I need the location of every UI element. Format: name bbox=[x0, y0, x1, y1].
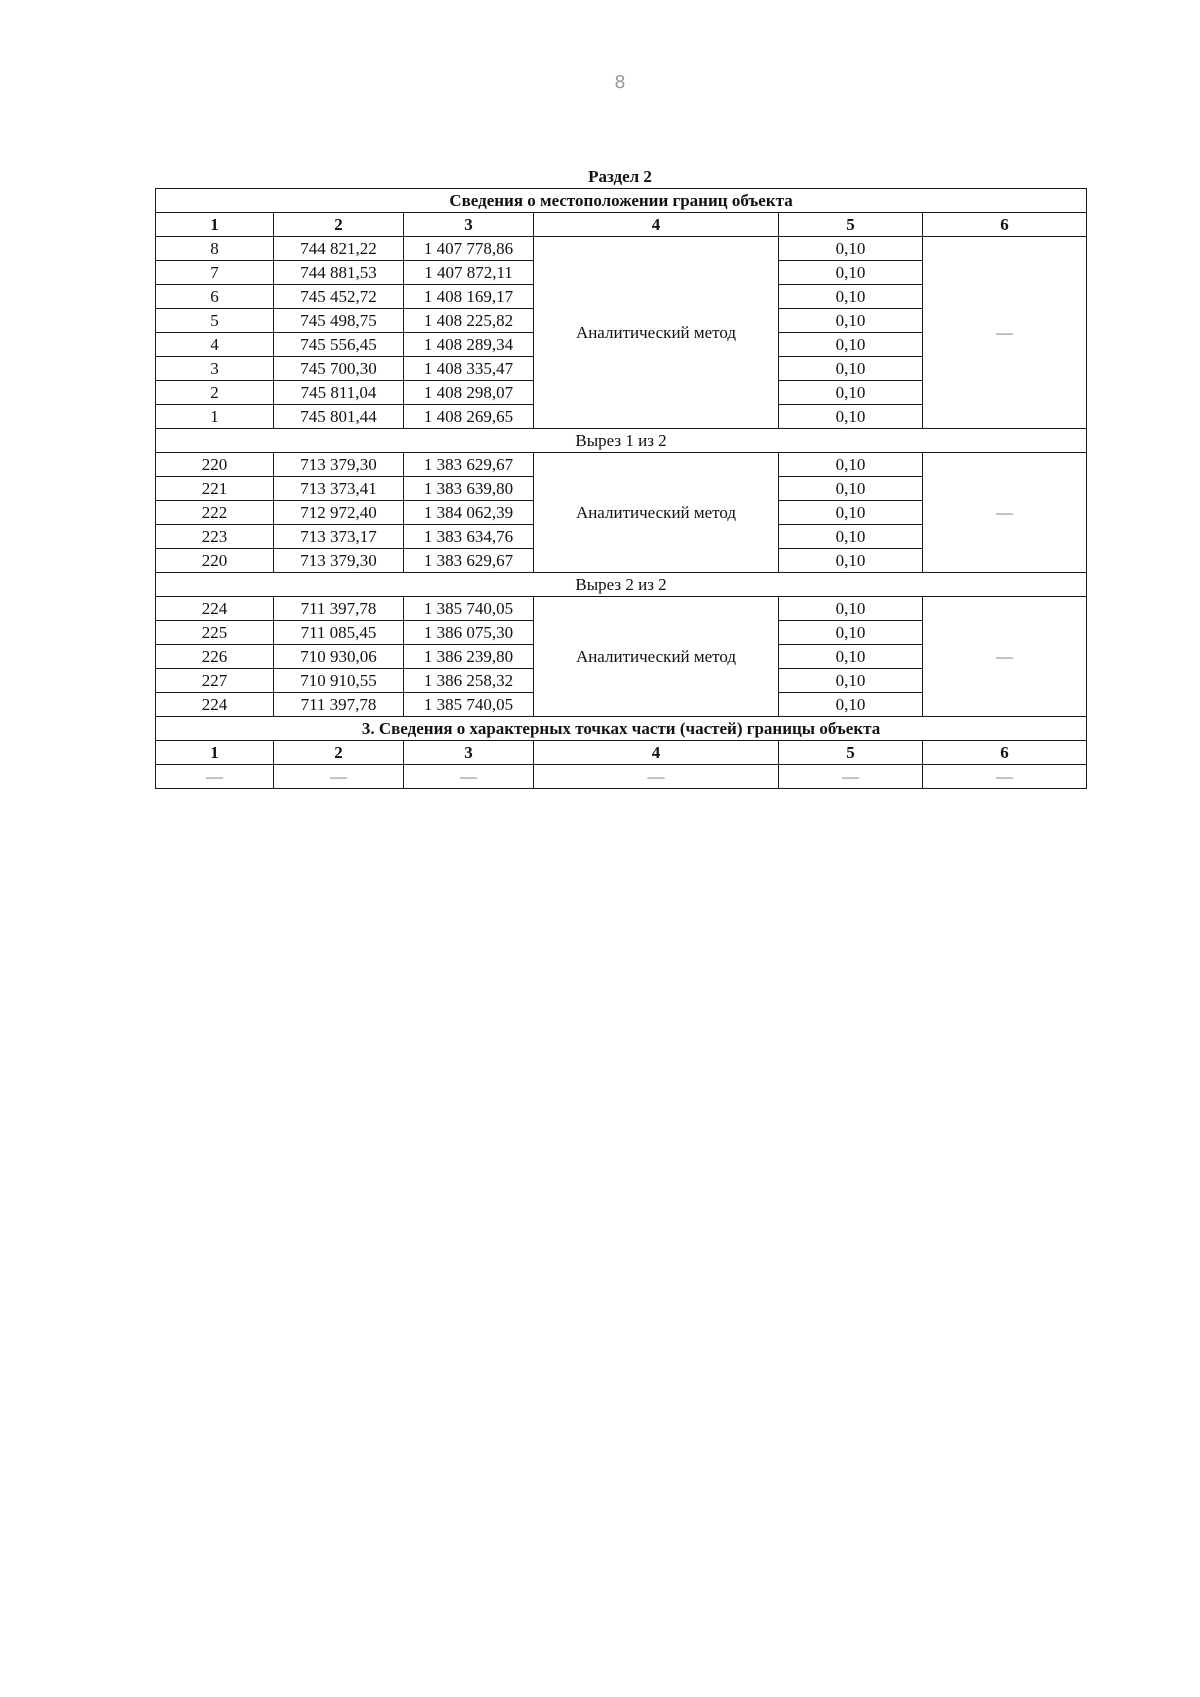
coordinate-y: 1 386 075,30 bbox=[404, 621, 534, 645]
point-number: 225 bbox=[156, 621, 274, 645]
table-title-row bbox=[156, 189, 1087, 213]
table-row bbox=[156, 597, 1087, 621]
point-number: 224 bbox=[156, 597, 274, 621]
point-number: 5 bbox=[156, 309, 274, 333]
coordinate-y: 1 384 062,39 bbox=[404, 501, 534, 525]
coordinate-x: 710 910,55 bbox=[274, 669, 404, 693]
point-number: 220 bbox=[156, 549, 274, 573]
point-number: 3 bbox=[156, 357, 274, 381]
accuracy-value: 0,10 bbox=[779, 357, 923, 381]
point-number: 224 bbox=[156, 693, 274, 717]
column-number: 2 bbox=[274, 213, 404, 237]
coordinate-y: 1 408 225,82 bbox=[404, 309, 534, 333]
accuracy-value: 0,10 bbox=[779, 309, 923, 333]
accuracy-value: 0,10 bbox=[779, 237, 923, 261]
point-number: 1 bbox=[156, 405, 274, 429]
column-number: 3 bbox=[404, 213, 534, 237]
point-number: 223 bbox=[156, 525, 274, 549]
empty-cell-dash: — bbox=[779, 765, 923, 789]
accuracy-value: 0,10 bbox=[779, 285, 923, 309]
accuracy-value: 0,10 bbox=[779, 453, 923, 477]
point-number: 221 bbox=[156, 477, 274, 501]
column-number: 4 bbox=[534, 213, 779, 237]
accuracy-value: 0,10 bbox=[779, 501, 923, 525]
coordinate-x: 744 821,22 bbox=[274, 237, 404, 261]
column-number: 2 bbox=[274, 741, 404, 765]
column-number: 6 bbox=[923, 213, 1087, 237]
coordinate-y: 1 408 169,17 bbox=[404, 285, 534, 309]
coordinate-y: 1 408 269,65 bbox=[404, 405, 534, 429]
empty-cell-dash: — bbox=[923, 765, 1087, 789]
accuracy-value: 0,10 bbox=[779, 525, 923, 549]
coordinate-y: 1 386 239,80 bbox=[404, 645, 534, 669]
table-title: Сведения о местоположении границ объекта bbox=[156, 189, 1087, 213]
determination-method: Аналитический метод bbox=[534, 453, 779, 573]
column-number: 6 bbox=[923, 741, 1087, 765]
accuracy-value: 0,10 bbox=[779, 381, 923, 405]
coordinate-y: 1 407 778,86 bbox=[404, 237, 534, 261]
determination-method: Аналитический метод bbox=[534, 237, 779, 429]
empty-cell-dash: — bbox=[156, 765, 274, 789]
accuracy-value: 0,10 bbox=[779, 597, 923, 621]
description-note: — bbox=[923, 597, 1087, 717]
coordinate-x: 712 972,40 bbox=[274, 501, 404, 525]
description-note: — bbox=[923, 453, 1087, 573]
coordinate-y: 1 383 639,80 bbox=[404, 477, 534, 501]
accuracy-value: 0,10 bbox=[779, 333, 923, 357]
column-number: 1 bbox=[156, 213, 274, 237]
coordinate-x: 713 379,30 bbox=[274, 549, 404, 573]
coordinate-y: 1 383 634,76 bbox=[404, 525, 534, 549]
accuracy-value: 0,10 bbox=[779, 621, 923, 645]
point-number: 226 bbox=[156, 645, 274, 669]
accuracy-value: 0,10 bbox=[779, 693, 923, 717]
table-row bbox=[156, 453, 1087, 477]
coordinate-x: 713 373,17 bbox=[274, 525, 404, 549]
coordinate-y: 1 383 629,67 bbox=[404, 549, 534, 573]
determination-method: Аналитический метод bbox=[534, 597, 779, 717]
empty-cell-dash: — bbox=[274, 765, 404, 789]
page-number: 8 bbox=[614, 72, 626, 93]
coordinate-y: 1 408 289,34 bbox=[404, 333, 534, 357]
coordinate-y: 1 385 740,05 bbox=[404, 693, 534, 717]
coordinate-x: 745 811,04 bbox=[274, 381, 404, 405]
accuracy-value: 0,10 bbox=[779, 645, 923, 669]
cutout-label: Вырез 2 из 2 bbox=[156, 573, 1087, 597]
coordinate-x: 745 700,30 bbox=[274, 357, 404, 381]
coordinate-x: 745 801,44 bbox=[274, 405, 404, 429]
cutout-label: Вырез 1 из 2 bbox=[156, 429, 1087, 453]
cutout-label-row bbox=[156, 429, 1087, 453]
column-number: 4 bbox=[534, 741, 779, 765]
point-number: 227 bbox=[156, 669, 274, 693]
section-heading: Раздел 2 bbox=[588, 167, 652, 186]
column-number-row bbox=[156, 213, 1087, 237]
point-number: 4 bbox=[156, 333, 274, 357]
coordinate-x: 744 881,53 bbox=[274, 261, 404, 285]
column-number: 5 bbox=[779, 741, 923, 765]
accuracy-value: 0,10 bbox=[779, 669, 923, 693]
point-number: 6 bbox=[156, 285, 274, 309]
coordinate-x: 745 498,75 bbox=[274, 309, 404, 333]
point-number: 220 bbox=[156, 453, 274, 477]
description-note: — bbox=[923, 237, 1087, 429]
coordinate-y: 1 385 740,05 bbox=[404, 597, 534, 621]
coordinate-x: 711 397,78 bbox=[274, 597, 404, 621]
coordinate-x: 745 452,72 bbox=[274, 285, 404, 309]
table-row bbox=[156, 237, 1087, 261]
boundary-table bbox=[155, 188, 1087, 789]
section3-title: 3. Сведения о характерных точках части (частей) границы объекта bbox=[156, 717, 1087, 741]
accuracy-value: 0,10 bbox=[779, 477, 923, 501]
coordinate-x: 711 085,45 bbox=[274, 621, 404, 645]
coordinate-y: 1 408 335,47 bbox=[404, 357, 534, 381]
section3-title-row bbox=[156, 717, 1087, 741]
coordinate-x: 713 373,41 bbox=[274, 477, 404, 501]
coordinate-y: 1 407 872,11 bbox=[404, 261, 534, 285]
coordinate-y: 1 408 298,07 bbox=[404, 381, 534, 405]
point-number: 222 bbox=[156, 501, 274, 525]
coordinate-x: 711 397,78 bbox=[274, 693, 404, 717]
coordinate-x: 745 556,45 bbox=[274, 333, 404, 357]
coordinate-x: 710 930,06 bbox=[274, 645, 404, 669]
accuracy-value: 0,10 bbox=[779, 549, 923, 573]
section3-empty-row bbox=[156, 765, 1087, 789]
empty-cell-dash: — bbox=[404, 765, 534, 789]
point-number: 8 bbox=[156, 237, 274, 261]
coordinate-y: 1 386 258,32 bbox=[404, 669, 534, 693]
column-number: 5 bbox=[779, 213, 923, 237]
point-number: 2 bbox=[156, 381, 274, 405]
accuracy-value: 0,10 bbox=[779, 261, 923, 285]
column-number: 1 bbox=[156, 741, 274, 765]
point-number: 7 bbox=[156, 261, 274, 285]
column-number: 3 bbox=[404, 741, 534, 765]
empty-cell-dash: — bbox=[534, 765, 779, 789]
cutout-label-row bbox=[156, 573, 1087, 597]
section3-column-number-row bbox=[156, 741, 1087, 765]
coordinate-x: 713 379,30 bbox=[274, 453, 404, 477]
coordinate-y: 1 383 629,67 bbox=[404, 453, 534, 477]
accuracy-value: 0,10 bbox=[779, 405, 923, 429]
